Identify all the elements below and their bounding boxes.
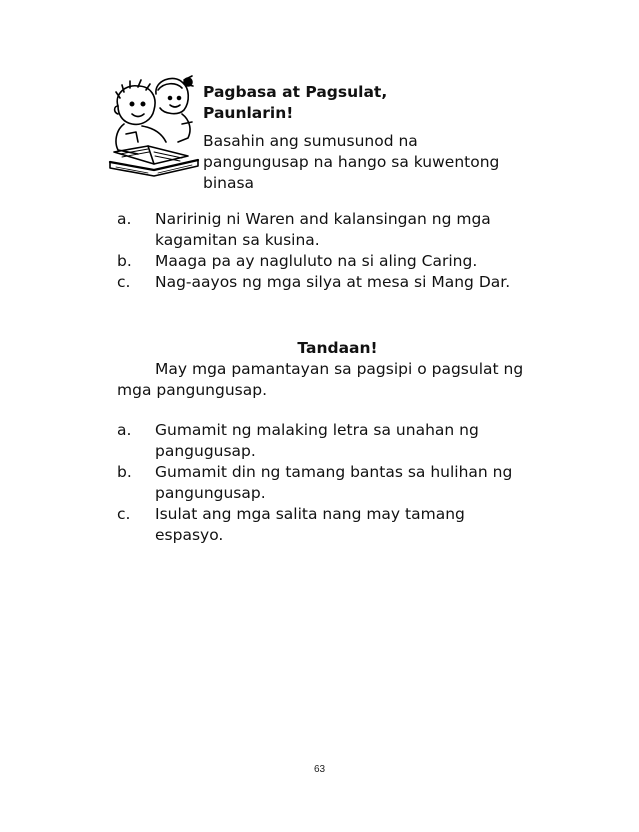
item-letter: a.	[117, 421, 132, 439]
item-text: pangungusap.	[155, 484, 266, 502]
item-text: Maaga pa ay nagluluto na si aling Caring.	[155, 252, 478, 270]
rules-list	[117, 420, 562, 546]
tandaan-intro	[117, 359, 562, 401]
section-title	[203, 82, 387, 124]
item-letter: c.	[117, 505, 131, 523]
title-line: Paunlarin!	[203, 104, 294, 122]
children-reading-icon	[108, 72, 200, 180]
item-text: Gumamit din ng tamang bantas sa hulihan ng	[155, 463, 513, 481]
item-text: pangugusap.	[155, 442, 256, 460]
item-text: kagamitan sa kusina.	[155, 231, 320, 249]
item-letter: a.	[117, 210, 132, 228]
list-item	[117, 209, 562, 251]
item-letter: b.	[117, 252, 132, 270]
list-item	[117, 504, 562, 546]
instructions	[203, 131, 543, 194]
list-item	[117, 251, 562, 272]
item-text: espasyo.	[155, 526, 224, 544]
list-item	[117, 462, 562, 504]
item-text: Gumamit ng malaking letra sa unahan ng	[155, 421, 479, 439]
sentence-list	[117, 209, 562, 293]
instruction-line: binasa	[203, 174, 255, 192]
intro-line	[117, 359, 562, 380]
intro-text: May mga pamantayan sa pagsipi o pagsulat ng	[155, 360, 524, 378]
list-item	[117, 420, 562, 462]
intro-line: mga pangungusap.	[117, 381, 268, 399]
item-text: Nag-aayos ng mga silya at mesa si Mang Dar.	[155, 273, 511, 291]
item-text: Naririnig ni Waren and kalansingan ng mga	[155, 210, 491, 228]
instruction-line: Basahin ang sumusunod na	[203, 132, 418, 150]
item-letter: b.	[117, 463, 132, 481]
title-line: Pagbasa at Pagsulat,	[203, 83, 388, 101]
instruction-line: pangungusap na hango sa kuwentong	[203, 153, 500, 171]
tandaan-heading: Tandaan!	[297, 339, 378, 357]
page-number: 63	[313, 764, 326, 775]
item-letter: c.	[117, 273, 131, 291]
item-text: Isulat ang mga salita nang may tamang	[155, 505, 465, 523]
list-item	[117, 272, 562, 293]
